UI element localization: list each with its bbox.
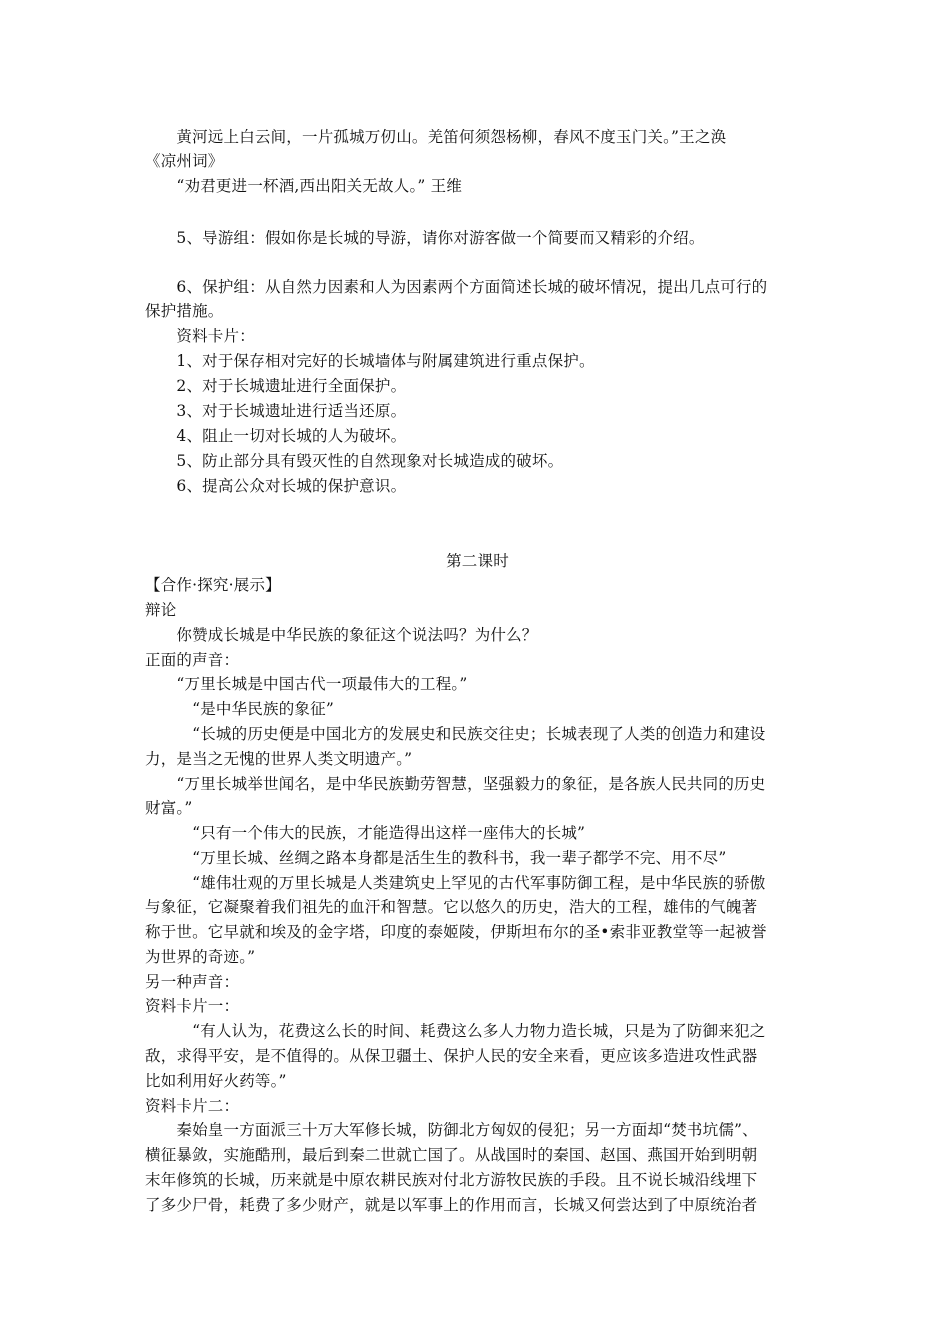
quote-cont: 为世界的奇迹。” (145, 948, 256, 966)
list-item: 6、提高公众对长城的保护意识。 (145, 477, 407, 495)
poem-source: 《凉州词》 (145, 152, 224, 170)
poem-line: “劝君更进一杯酒,西出阳关无故人。” 王维 (145, 177, 463, 195)
list-item: 2、对于长城遗址进行全面保护。 (145, 377, 407, 395)
quote-cont: 比如利用好火药等。” (145, 1072, 287, 1090)
task-protect: 6、保护组：从自然力因素和人为因素两个方面简述长城的破坏情况，提出几点可行的 (145, 278, 768, 296)
quote-cont: 称于世。它早就和埃及的金字塔，印度的泰姬陵，伊斯坦布尔的圣•索非亚教堂等一起被誉 (145, 923, 767, 941)
quote: “有人认为，花费这么长的时间、耗费这么多人力物力造长城，只是为了防御来犯之 (145, 1022, 766, 1040)
paragraph-cont: 末年修筑的长城，历来就是中原农耕民族对付北方游牧民族的手段。且不说长城沿线埋下 (145, 1171, 758, 1189)
subheading: 辩论 (145, 601, 177, 619)
subheading: 另一种声音： (145, 973, 240, 991)
quote: “只有一个伟大的民族，才能造得出这样一座伟大的长城” (145, 824, 586, 842)
subheading: 正面的声音： (145, 651, 240, 669)
quote: “万里长城、丝绸之路本身都是活生生的教科书，我一辈子都学不完、用不尽” (145, 849, 727, 867)
card-heading: 资料卡片： (145, 327, 255, 345)
task-guide: 5、导游组：假如你是长城的导游，请你对游客做一个简要而又精彩的介绍。 (145, 229, 705, 247)
quote: “是中华民族的象征” (145, 700, 334, 718)
paragraph: 秦始皇一方面派三十万大军修长城，防御北方匈奴的侵犯；另一方面却“焚书坑儒”、 (145, 1121, 758, 1139)
section-heading: 【合作·探究·展示】 (145, 576, 281, 594)
list-item: 1、对于保存相对完好的长城墙体与附属建筑进行重点保护。 (145, 352, 595, 370)
list-item: 5、防止部分具有毁灭性的自然现象对长城造成的破坏。 (145, 452, 564, 470)
list-item: 3、对于长城遗址进行适当还原。 (145, 402, 407, 420)
quote-cont: 财富。” (145, 799, 193, 817)
quote-cont: 力，是当之无愧的世界人类文明遗产。” (145, 750, 413, 768)
quote: “万里长城是中国古代一项最伟大的工程。” (145, 675, 468, 693)
quote: “长城的历史便是中国北方的发展史和民族交往史；长城表现了人类的创造力和建设 (145, 725, 766, 743)
task-protect-cont: 保护措施。 (145, 302, 224, 320)
list-item: 4、阻止一切对长城的人为破坏。 (145, 427, 407, 445)
paragraph-cont: 横征暴敛，实施酷刑，最后到秦二世就亡国了。从战国时的秦国、赵国、燕国开始到明朝 (145, 1146, 758, 1164)
lesson-title: 第二课时 (446, 552, 509, 570)
card-heading: 资料卡片二： (145, 1097, 240, 1115)
poem-line: 黄河远上白云间，一片孤城万仞山。羌笛何须怨杨柳，春风不度玉门关。”王之涣 (145, 128, 727, 146)
paragraph-cont: 了多少尸骨，耗费了多少财产，就是以军事上的作用而言，长城又何尝达到了中原统治者 (145, 1196, 758, 1214)
card-heading: 资料卡片一： (145, 997, 240, 1015)
quote: “雄伟壮观的万里长城是人类建筑史上罕见的古代军事防御工程，是中华民族的骄傲 (145, 874, 766, 892)
quote-cont: 与象征，它凝聚着我们祖先的血汗和智慧。它以悠久的历史，浩大的工程，雄伟的气魄著 (145, 898, 758, 916)
question: 你赞成长城是中华民族的象征这个说法吗？为什么？ (145, 626, 538, 644)
quote: “万里长城举世闻名，是中华民族勤劳智慧，坚强毅力的象征，是各族人民共同的历史 (145, 775, 766, 793)
quote-cont: 敌，求得平安，是不值得的。从保卫疆土、保护人民的安全来看，更应该多造进攻性武器 (145, 1047, 758, 1065)
